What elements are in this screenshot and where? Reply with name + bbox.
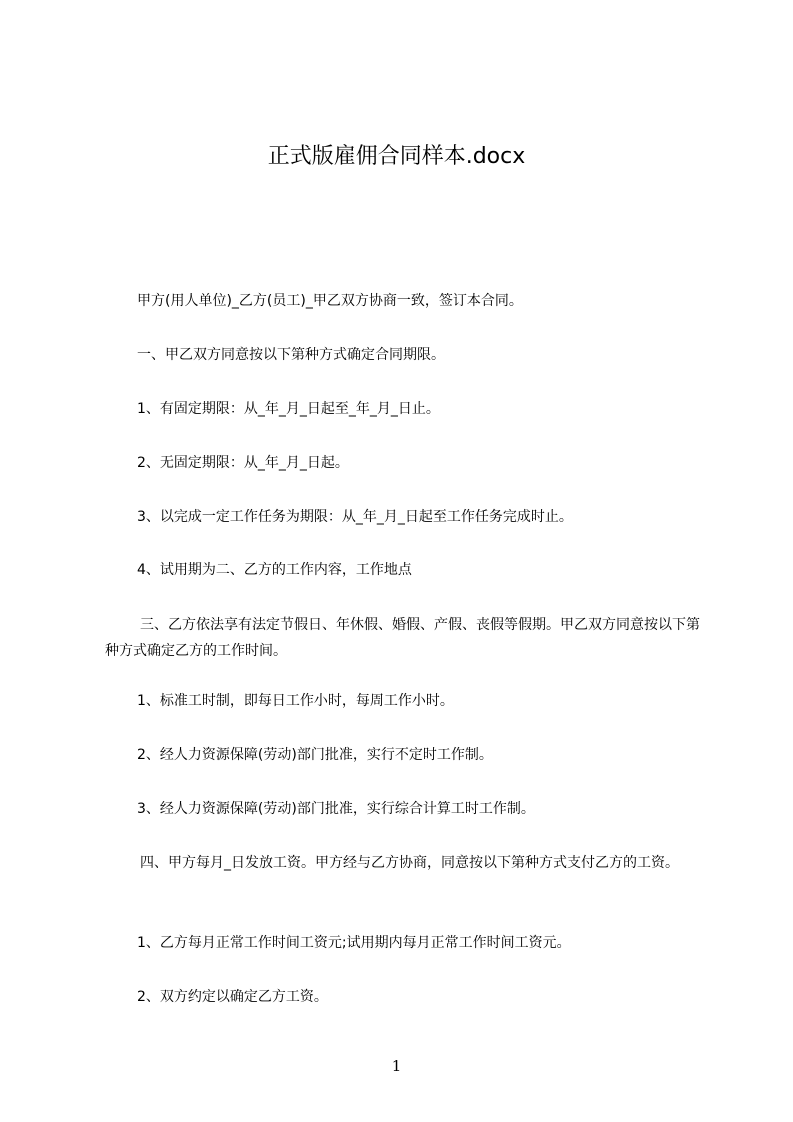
paragraph-agreed-wage: 2、双方约定以确定乙方工资。 <box>137 989 328 1005</box>
paragraph-fixed-term: 1、有固定期限：从_年_月_日起至_年_月_日止。 <box>137 401 440 417</box>
paragraph-section-4-wages: 四、甲方每月_日发放工资。甲方经与乙方协商，同意按以下第种方式支付乙方的工资。 <box>140 855 679 871</box>
paragraph-task-term: 3、以完成一定工作任务为期限：从_年_月_日起至工作任务完成时止。 <box>137 509 573 525</box>
paragraph-parties: 甲方(用人单位)_乙方(员工)_甲乙双方协商一致，签订本合同。 <box>137 293 523 309</box>
paragraph-open-term: 2、无固定期限：从_年_月_日起。 <box>137 455 349 471</box>
paragraph-standard-hours: 1、标准工时制，即每日工作小时，每周工作小时。 <box>137 693 454 709</box>
paragraph-probation: 4、试用期为二、乙方的工作内容，工作地点 <box>137 562 412 578</box>
paragraph-section-3-holidays: 三、乙方依法享有法定节假日、年休假、婚假、产假、丧假等假期。甲乙双方同意按以下第种方式确定乙方的工作时间。 <box>105 617 700 659</box>
paragraph-comprehensive-hours: 3、经人力资源保障(劳动)部门批准，实行综合计算工时工作制。 <box>137 801 535 817</box>
page-number: 1 <box>391 1057 402 1075</box>
paragraph-flexible-hours: 2、经人力资源保障(劳动)部门批准，实行不定时工作制。 <box>137 747 493 763</box>
paragraph-monthly-wage: 1、乙方每月正常工作时间工资元;试用期内每月正常工作时间工资元。 <box>137 935 571 951</box>
document-title: 正式版雇佣合同样本.docx <box>267 144 526 169</box>
paragraph-section-1-heading: 一、甲乙双方同意按以下第种方式确定合同期限。 <box>137 347 445 363</box>
